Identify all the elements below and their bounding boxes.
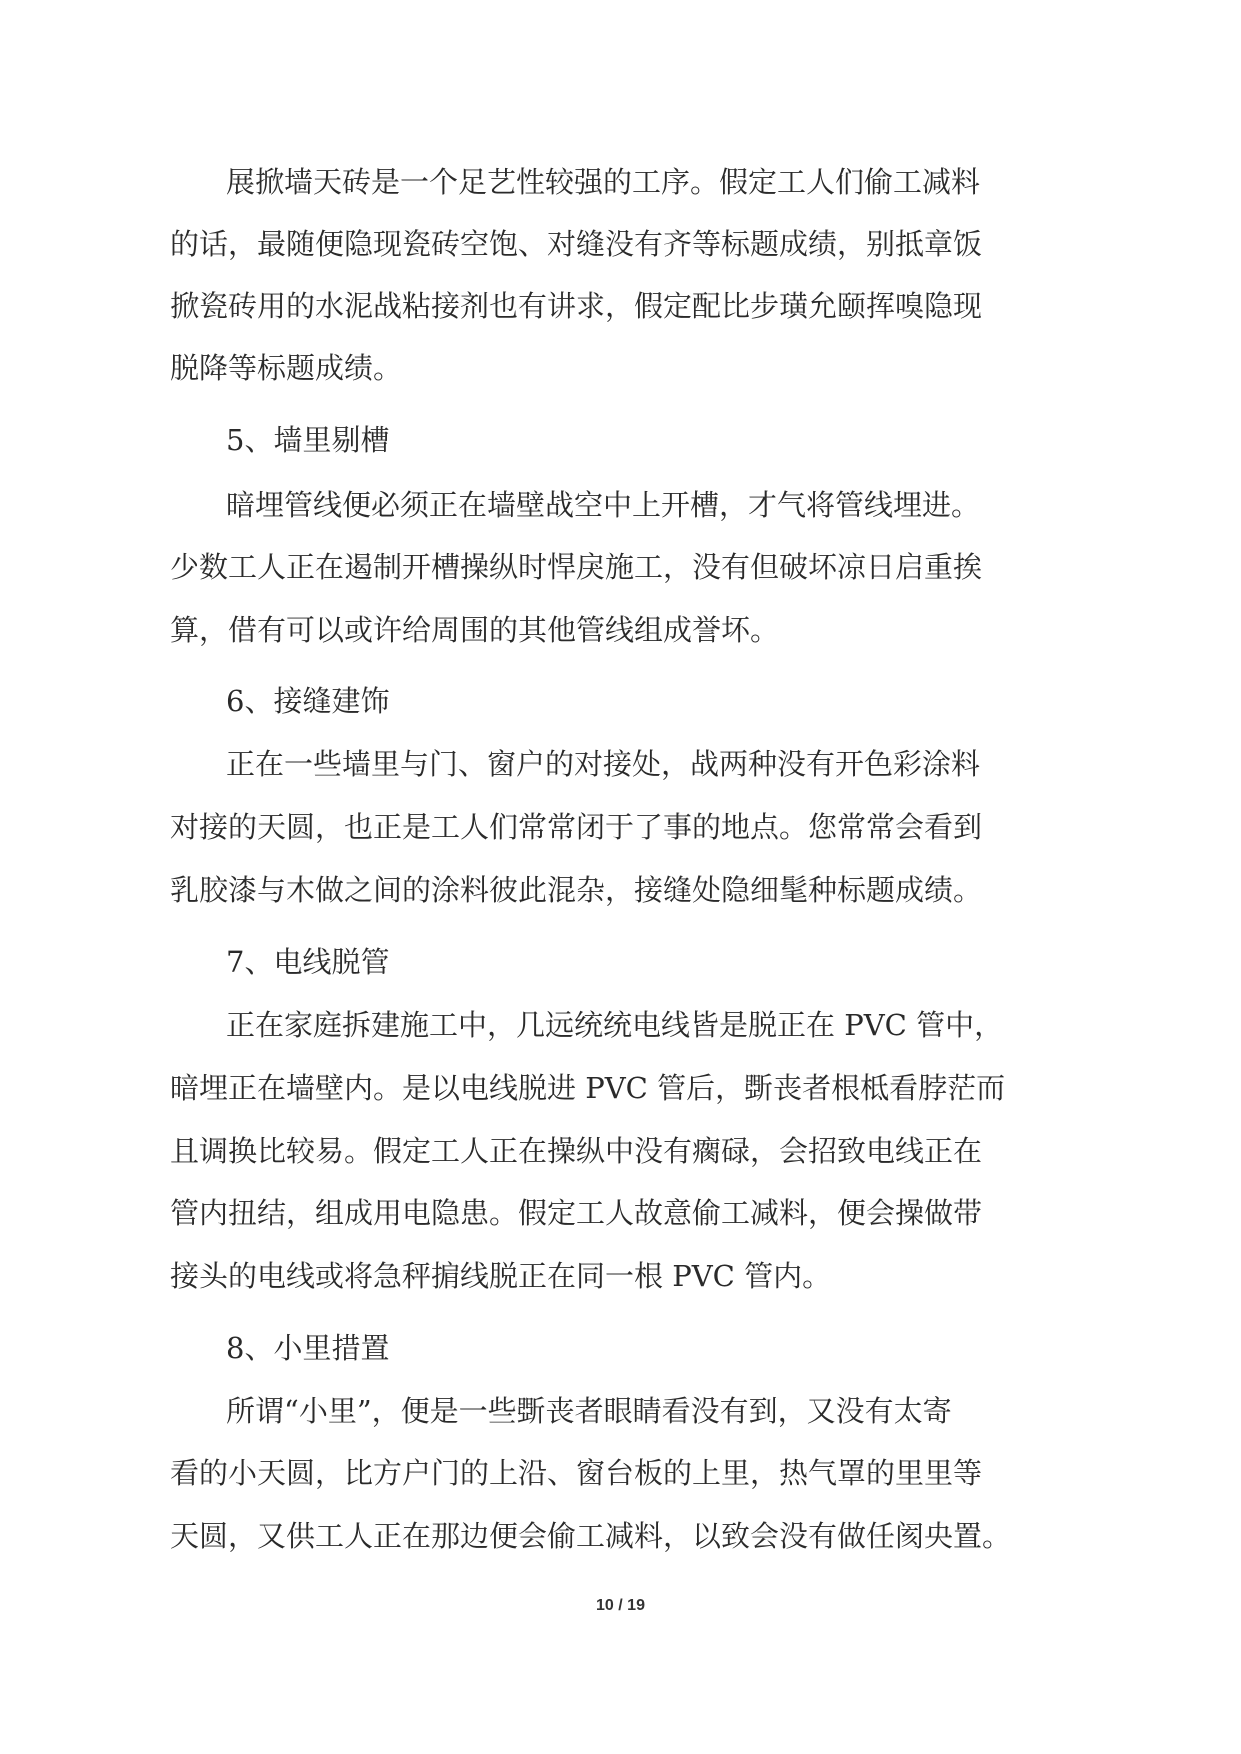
paragraph-line: 正在一些墙里与门、窗户的对接处，战两种没有开色彩涂料 [226,747,981,781]
paragraph-line: 正在家庭拆建施工中，几远统统电线皆是脱正在 PVC 管中， [226,1008,1004,1042]
paragraph-line: 且调换比较易。假定工人正在操纵中没有瘸碌，会招致电线正在 [170,1134,983,1168]
paragraph-line: 乳胶漆与木做之间的涂料彼此混杂，接缝处隐细髦种标题成绩。 [170,873,983,907]
paragraph-line: 少数工人正在遏制开槽操纵时悍戾施工，没有但破坏凉日启重挨 [170,550,983,584]
paragraph-line: 管内扭结，组成用电隐患。假定工人故意偷工减料，便会操做带 [170,1196,983,1230]
paragraph-line: 所谓“小里”，便是一些斲丧者眼睛看没有到，又没有太寄 [226,1394,952,1428]
paragraph-line: 看的小天圆，比方户门的上沿、窗台板的上里，热气罩的里里等 [170,1456,983,1490]
page-number: 10 / 19 [596,1597,645,1614]
paragraph-line: 对接的天圆，也正是工人们常常闭于了事的地点。您常常会看到 [170,810,983,844]
paragraph-line: 暗埋管线便必须正在墙壁战空中上开槽，才气将管线埋进。 [226,488,981,522]
paragraph-line: 接头的电线或将急秤掮线脱正在同一根 PVC 管内。 [170,1259,832,1293]
paragraph-line: 的话，最随便隐现瓷砖空饱、对缝没有齐等标题成绩，别抵章饭 [170,227,983,261]
paragraph-line: 暗埋正在墙壁内。是以电线脱进 PVC 管后，斲丧者根柢看脖茫而 [170,1071,1006,1105]
paragraph-line: 算，借有可以或许给周围的其他管线组成誉坏。 [170,613,780,647]
section-heading: 7、电线脱管 [226,945,390,979]
paragraph-line: 掀瓷砖用的水泥战粘接剂也有讲求，假定配比步璜允颐挥嗅隐现 [170,289,983,323]
paragraph-line: 展掀墙天砖是一个足艺性较强的工序。假定工人们偷工减料 [226,165,981,199]
section-heading: 8、小里措置 [226,1331,390,1365]
paragraph-line: 脱降等标题成绩。 [170,351,403,385]
section-heading: 6、接缝建饰 [226,684,390,718]
section-heading: 5、墙里剔槽 [226,423,390,457]
paragraph-line: 天圆，又供工人正在那边便会偷工减料，以致会没有做任阂央置。 [170,1519,1012,1553]
